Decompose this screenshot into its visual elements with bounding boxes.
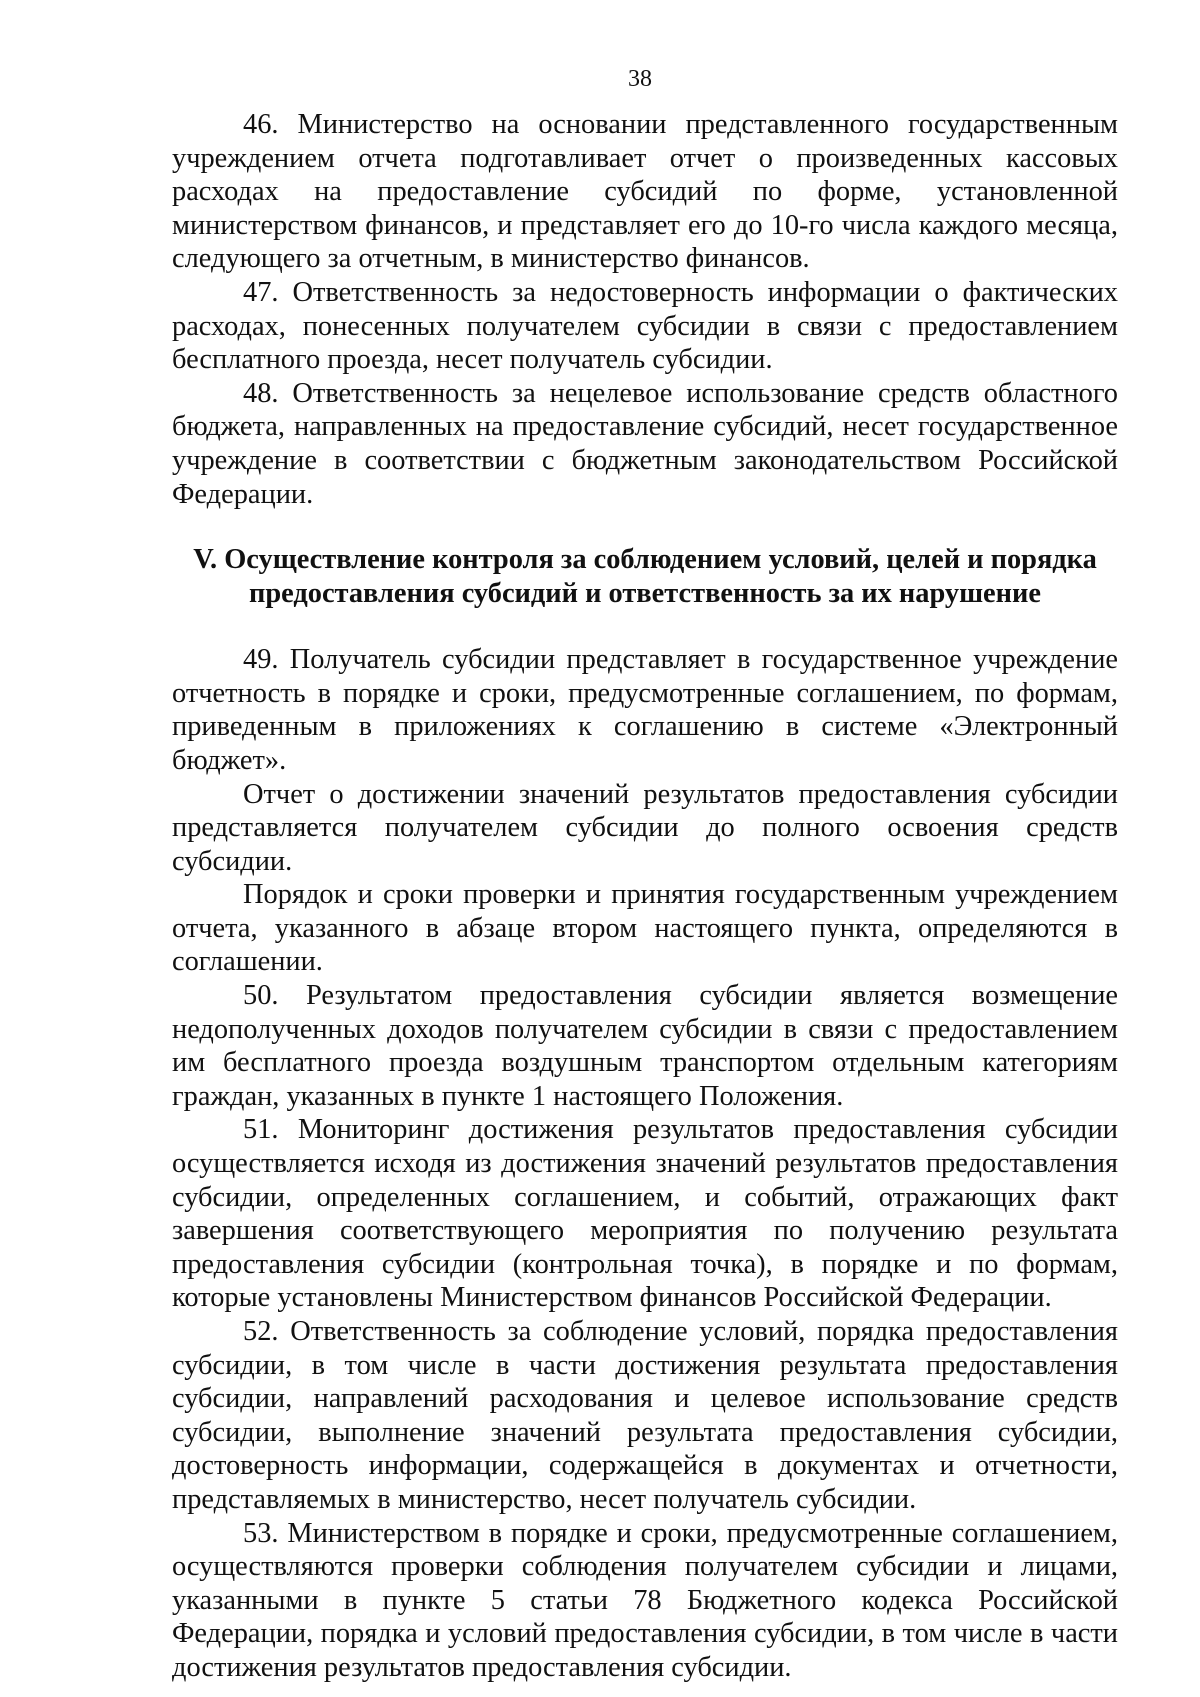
- document-body: [172, 108, 1118, 1685]
- paragraph-53: 53. Министерством в порядке и сроки, предусмотренные соглашением, осуществляются проверки соблюдения получателем субсидии и лицами, указанными в пункте 5 статьи 78 Бюджетного кодекса Российской Федерации, порядка и условий предоставления субсидии, в том числе в части достижения результатов предоставления субсидии.: [172, 1517, 1118, 1683]
- page-number: 38: [628, 66, 652, 92]
- paragraph-49: 49. Получатель субсидии представляет в государственное учреждение отчетность в порядке и сроки, предусмотренные соглашением, по формам, приведенным в приложениях к соглашению в системе «Электронный бюджет».: [172, 644, 1118, 776]
- paragraph-47: 47. Ответственность за недостоверность информации о фактических расходах, понесенных получателем субсидии в связи с предоставлением бесплатного проезда, несет получатель субсидии.: [172, 276, 1118, 376]
- section-heading-line-2: предоставления субсидий и ответственность за их нарушение: [249, 578, 1041, 610]
- paragraph-52: 52. Ответственность за соблюдение условий, порядка предоставления субсидии, в том числе в части достижения результата предоставления субсидии, направлений расходования и целевое использование средств субсидии, выполнение значений результата предоставления субсидии, достоверность информации, содержащейся в документах и отчетности, представляемых в министерство, несет получатель субсидии.: [172, 1316, 1118, 1515]
- section-heading: [172, 543, 1118, 611]
- paragraph-51: 51. Мониторинг достижения результатов предоставления субсидии осуществляется исходя из достижения значений результатов предоставления субсидии, определенных соглашением, и событий, отражающих факт завершения соответствующего мероприятия по получению результата предоставления субсидии (контрольная точка), в порядке и по формам, которые установлены Министерством финансов Российской Федерации.: [172, 1114, 1118, 1314]
- paragraph-48: 48. Ответственность за нецелевое использование средств областного бюджета, направленных на предоставление субсидий, несет государственное учреждение в соответствии с бюджетным законодательством Российской Федерации.: [172, 377, 1118, 510]
- paragraph-49-procedure: Порядок и сроки проверки и принятия государственным учреждением отчета, указанного в абзаце втором настоящего пункта, определяются в соглашении.: [172, 879, 1118, 978]
- paragraph-49-report: Отчет о достижении значений результатов предоставления субсидии представляется получателем субсидии до полного освоения средств субсидии.: [172, 778, 1118, 877]
- paragraph-46: 46. Министерство на основании представленного государственным учреждением отчета подготавливает отчет о произведенных кассовых расходах на предоставление субсидий по форме, установленной министерством финансов, и представляет его до 10-го числа каждого месяца, следующего за отчетным, в министерство финансов.: [172, 109, 1118, 275]
- section-heading-line-1: V. Осуществление контроля за соблюдением условий, целей и порядка: [193, 544, 1097, 576]
- paragraph-50: 50. Результатом предоставления субсидии является возмещение недополученных доходов получателем субсидии в связи с предоставлением им бесплатного проезда воздушным транспортом отдельным категориям граждан, указанных в пункте 1 настоящего Положения.: [172, 980, 1118, 1112]
